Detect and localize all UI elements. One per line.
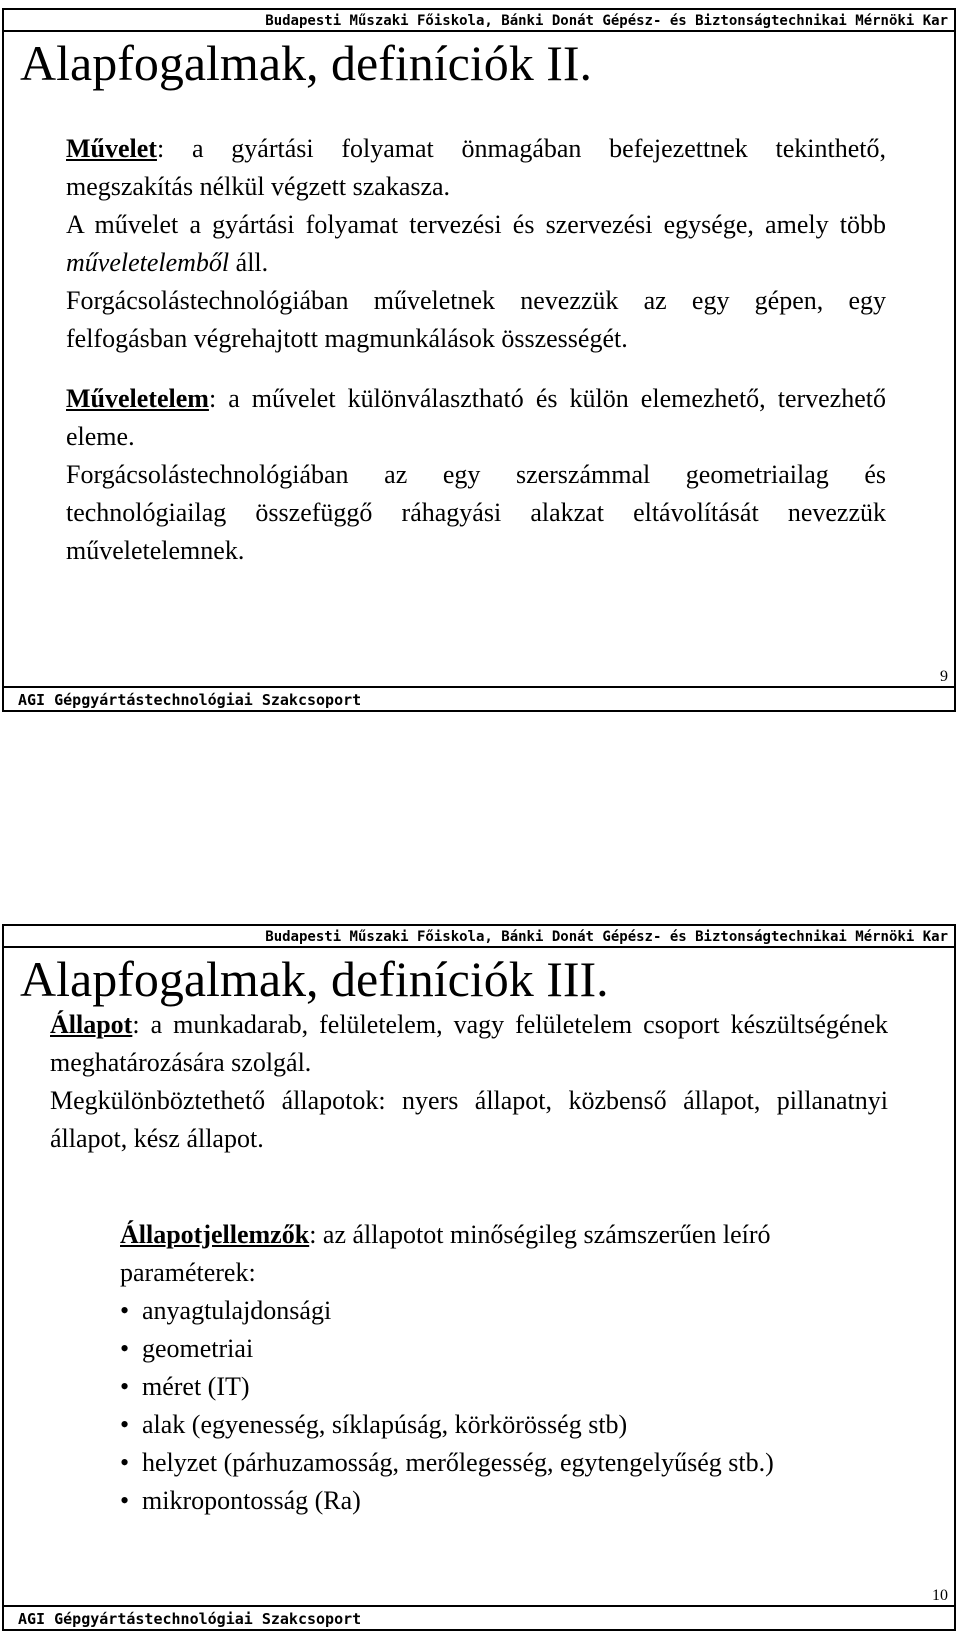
text-segment: áll. (229, 248, 269, 277)
paragraph-forgacsolas-muvelet: Forgácsolástechnológiában műveletnek nevezzük az egy gépen, egy felfogásban végrehajtott magmunkálások összességét. (66, 286, 886, 353)
slide-footer: AGI Gépgyártástechnológiai Szakcsoport (4, 686, 954, 710)
slide-9 (2, 8, 956, 712)
paragraph-forgacsolas-muveletelem: Forgácsolástechnológiában az egy szerszámmal geometriailag és technológiailag összefüggő ráhagyási alakzat eltávolítását nevezzük műveletelemnek. (66, 460, 886, 565)
term-muvelet: Művelet (66, 134, 157, 163)
definition-allapotjellemzok: : az állapotot minőségileg számszerűen leíró paraméterek: (120, 1220, 771, 1287)
slide-footer: AGI Gépgyártástechnológiai Szakcsoport (4, 1605, 954, 1629)
list-item: • alak (egyenesség, síklapúság, körkörösség stb) (120, 1406, 890, 1444)
term-allapotjellemzok: Állapotjellemzők (120, 1220, 310, 1249)
paragraph-allapot (50, 1006, 888, 1082)
emphasis-muveletelembol: műveletelemből (66, 248, 230, 277)
definition-allapot: : a munkadarab, felületelem, vagy felületelem csoport készültségének meghatározására szolgál. (50, 1010, 888, 1077)
slide-10 (2, 924, 956, 1631)
slide-title: Alapfogalmak, definíciók III. (20, 951, 609, 1007)
paragraph-muvelet (66, 130, 886, 206)
slide-body (50, 1006, 888, 1158)
term-allapot: Állapot (50, 1010, 133, 1039)
parameter-list (120, 1292, 890, 1520)
list-item: • geometriai (120, 1330, 890, 1368)
page-number: 10 (932, 1587, 948, 1604)
spacer (66, 358, 886, 380)
text-segment: A művelet a gyártási folyamat tervezési és szervezési egysége, amely több (66, 210, 886, 239)
paragraph-muveletelem (66, 380, 886, 456)
paragraph-muvelet-egyseg (66, 206, 886, 282)
slide-body-list (120, 1216, 890, 1520)
slide-header: Budapesti Műszaki Főiskola, Bánki Donát Gépész- és Biztonságtechnikai Mérnöki Kar (4, 10, 954, 32)
definition-muveletelem: : a művelet különválasztható és külön elemezhető, tervezhető eleme. (66, 384, 886, 451)
definition-muvelet: : a gyártási folyamat önmagában befejezettnek tekinthető, megszakítás nélkül végzett szakasza. (66, 134, 886, 201)
slide-title: Alapfogalmak, definíciók II. (20, 35, 593, 91)
page-number: 9 (940, 668, 948, 685)
list-item: • mikropontosság (Ra) (120, 1482, 890, 1520)
list-item: • helyzet (párhuzamosság, merőlegesség, egytengelyűség stb.) (120, 1444, 890, 1482)
slide-header: Budapesti Műszaki Főiskola, Bánki Donát Gépész- és Biztonságtechnikai Mérnöki Kar (4, 926, 954, 948)
list-item: • méret (IT) (120, 1368, 890, 1406)
list-item: • anyagtulajdonsági (120, 1292, 890, 1330)
slide-body (66, 130, 886, 570)
term-muveletelem: Műveletelem (66, 384, 209, 413)
paragraph-allapotjellemzok (120, 1216, 890, 1292)
paragraph-allapotok: Megkülönböztethető állapotok: nyers állapot, közbenső állapot, pillanatnyi állapot, kész állapot. (50, 1086, 888, 1153)
